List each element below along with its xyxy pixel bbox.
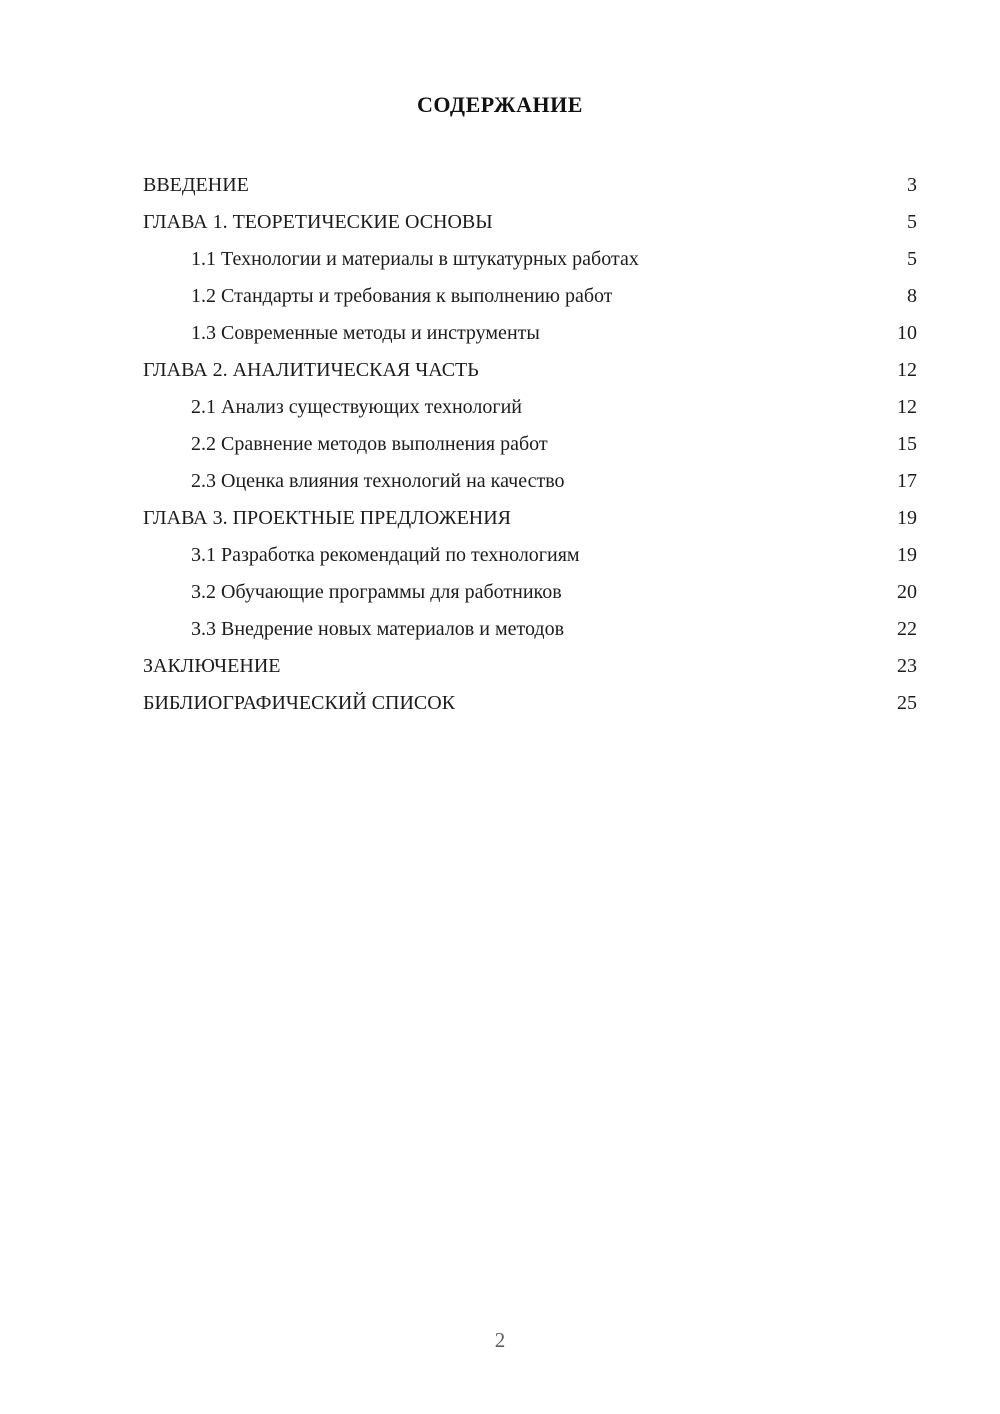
toc-entry-page-number: 17 bbox=[897, 470, 917, 492]
toc-entry-label: 2.3 Оценка влияния технологий на качество bbox=[191, 470, 565, 492]
toc-entry-label: 1.1 Технологии и материалы в штукатурных работах bbox=[191, 248, 639, 270]
toc-entry bbox=[143, 574, 917, 611]
toc-entry bbox=[143, 463, 917, 500]
toc-entry bbox=[143, 315, 917, 352]
toc-entry-page-number: 15 bbox=[897, 433, 917, 455]
toc-entry-label: БИБЛИОГРАФИЧЕСКИЙ СПИСОК bbox=[143, 692, 456, 714]
toc-entry bbox=[143, 685, 917, 722]
toc-entry-label: 1.2 Стандарты и требования к выполнению работ bbox=[191, 285, 613, 307]
toc-entry-label: ГЛАВА 1. ТЕОРЕТИЧЕСКИЕ ОСНОВЫ bbox=[143, 211, 493, 233]
toc-entry bbox=[143, 537, 917, 574]
toc-entry bbox=[143, 352, 917, 389]
toc-entry-label: ЗАКЛЮЧЕНИЕ bbox=[143, 655, 281, 677]
page-title: СОДЕРЖАНИЕ bbox=[417, 92, 583, 117]
toc-entry-label: 1.3 Современные методы и инструменты bbox=[191, 322, 540, 344]
toc-entry-label: ВВЕДЕНИЕ bbox=[143, 174, 249, 196]
toc-entry-page-number: 19 bbox=[897, 544, 917, 566]
toc-entry-page-number: 19 bbox=[897, 507, 917, 529]
toc-entry-page-number: 12 bbox=[897, 359, 917, 381]
toc-entry-page-number: 23 bbox=[897, 655, 917, 677]
footer-page-number: 2 bbox=[494, 1328, 506, 1352]
toc-entry-label: 2.2 Сравнение методов выполнения работ bbox=[191, 433, 548, 455]
toc-entry bbox=[143, 241, 917, 278]
toc-entry-page-number: 12 bbox=[897, 396, 917, 418]
toc-entry-page-number: 5 bbox=[907, 211, 917, 233]
toc-entry-page-number: 3 bbox=[907, 174, 917, 196]
toc-entry-page-number: 22 bbox=[897, 618, 917, 640]
toc-entry-label: 3.1 Разработка рекомендаций по технологиям bbox=[191, 544, 580, 566]
toc-entry bbox=[143, 389, 917, 426]
table-of-contents bbox=[143, 167, 917, 722]
toc-entry-label: ГЛАВА 3. ПРОЕКТНЫЕ ПРЕДЛОЖЕНИЯ bbox=[143, 507, 512, 529]
toc-entry-page-number: 20 bbox=[897, 581, 917, 603]
toc-entry-page-number: 25 bbox=[897, 692, 917, 714]
toc-entry-page-number: 5 bbox=[907, 248, 917, 270]
toc-entry-label: 3.2 Обучающие программы для работников bbox=[191, 581, 562, 603]
toc-entry bbox=[143, 167, 917, 204]
toc-entry bbox=[143, 204, 917, 241]
toc-entry-label: ГЛАВА 2. АНАЛИТИЧЕСКАЯ ЧАСТЬ bbox=[143, 359, 479, 381]
toc-entry-page-number: 8 bbox=[907, 285, 917, 307]
toc-entry-label: 2.1 Анализ существующих технологий bbox=[191, 396, 522, 418]
toc-entry bbox=[143, 426, 917, 463]
toc-entry bbox=[143, 648, 917, 685]
toc-entry-page-number: 10 bbox=[897, 322, 917, 344]
toc-entry bbox=[143, 278, 917, 315]
toc-entry-label: 3.3 Внедрение новых материалов и методов bbox=[191, 618, 565, 640]
toc-entry bbox=[143, 611, 917, 648]
toc-entry bbox=[143, 500, 917, 537]
